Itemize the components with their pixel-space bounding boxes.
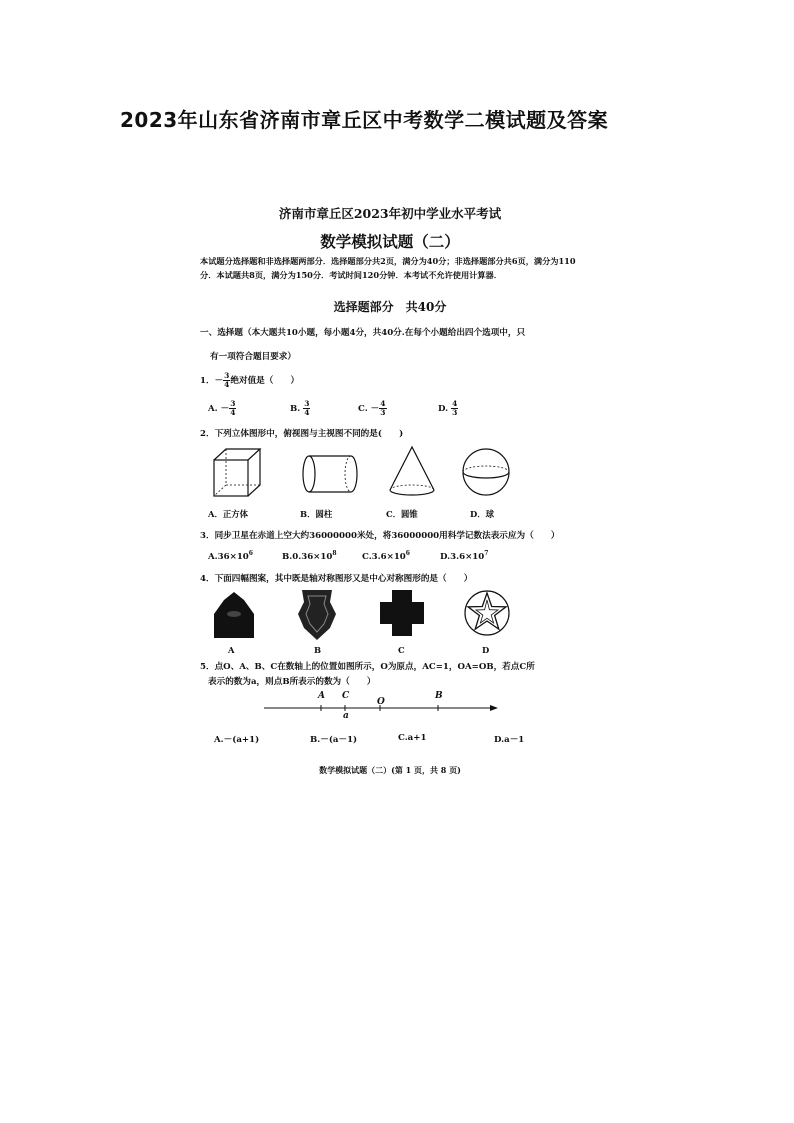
q3-option-d[interactable] — [440, 550, 488, 562]
q3-option-a-base: A.36×10 — [208, 551, 249, 562]
q1-option-b-label: B. — [290, 404, 304, 414]
q1-num: 3 — [224, 371, 230, 380]
axis-label-b: B — [435, 691, 443, 701]
q1-option-c-den: 3 — [380, 408, 386, 417]
q1-option-b-den: 4 — [304, 408, 310, 417]
q1-option-d-num: 4 — [452, 399, 458, 408]
q1-prefix: 1．－ — [200, 376, 224, 386]
pattern-c-figure — [378, 588, 426, 638]
q5-option-d[interactable]: D.a－1 — [494, 735, 525, 745]
pattern-d-star — [468, 593, 506, 629]
cylinder-figure — [300, 452, 360, 496]
pattern-a-detail — [227, 611, 241, 617]
q1-option-a-fraction — [229, 400, 236, 417]
question-2: 2．下列立体图形中，俯视图与主视图不同的是( ) — [200, 429, 404, 439]
pattern-c-shape — [380, 590, 424, 636]
pattern-d-circle — [465, 591, 509, 635]
q2-option-d[interactable]: D．球 — [470, 509, 495, 519]
pattern-d-figure — [462, 588, 512, 638]
exam-title: 数学模拟试题（二） — [320, 232, 460, 251]
q3-option-b[interactable] — [282, 550, 337, 562]
axis-value-a: a — [343, 711, 349, 721]
q2-option-b[interactable]: B．圆柱 — [300, 509, 333, 519]
q1-suffix: 绝对值是（ ） — [230, 376, 300, 386]
q3-option-d-base: D.3.6×10 — [440, 551, 485, 562]
cylinder-left-base — [303, 456, 315, 492]
q3-option-c[interactable] — [362, 550, 410, 562]
sphere-equator-back — [463, 466, 509, 472]
question-3: 3．同步卫星在赤道上空大约36000000米处，将36000000用科学记数法表示应为（ ） — [200, 531, 560, 541]
q1-option-a[interactable] — [208, 400, 236, 417]
cone-sides — [390, 447, 434, 490]
q5-option-a[interactable]: A.－(a+1) — [214, 735, 260, 745]
q1-option-c[interactable] — [358, 400, 387, 417]
q1-option-c-label: C. － — [358, 404, 380, 414]
pattern-a-figure — [210, 590, 258, 640]
axis-label-c: C — [342, 691, 350, 701]
q4-option-d[interactable]: D — [482, 645, 490, 655]
q1-option-d[interactable] — [438, 400, 458, 417]
axis-label-a: A — [318, 691, 325, 701]
q1-option-a-den: 4 — [230, 408, 236, 417]
cube-front-face — [214, 460, 248, 496]
q1-den: 4 — [224, 380, 230, 389]
section-title: 选择题部分 共40分 — [333, 300, 447, 314]
axis-label-o: O — [377, 697, 385, 707]
q4-option-a[interactable]: A — [228, 645, 235, 655]
cylinder-right-visible-arc — [351, 456, 357, 492]
question-5-line-2: 表示的数为a，则点B所表示的数为（ ） — [208, 677, 376, 687]
q1-option-b-num: 3 — [304, 399, 310, 408]
q3-option-a-exp: 6 — [248, 550, 253, 557]
number-line-arrow — [490, 705, 498, 711]
q1-option-d-fraction — [451, 400, 458, 417]
q1-option-d-label: D. — [438, 404, 452, 414]
q5-option-c[interactable]: C.a+1 — [398, 733, 427, 743]
question-5-line-1: 5．点O、A、B、C在数轴上的位置如图所示，O为原点，AC=1，OA=OB，若点C所 — [200, 662, 535, 672]
exam-intro: 本试题分选择题和非选择题两部分．选择题部分共2页，满分为40分；非选择题部分共6页，满分为110分．本试题共8页，满分为150分．考试时间120分钟．本考试不允许使用计算器． — [200, 256, 576, 280]
cube-figure — [210, 446, 262, 500]
cone-figure — [386, 444, 438, 500]
cylinder-right-hidden-arc — [345, 456, 351, 492]
q3-option-c-base: C.3.6×10 — [362, 551, 406, 562]
question-1 — [200, 372, 299, 389]
exam-page-scan — [190, 190, 610, 790]
q2-option-c[interactable]: C．圆锥 — [386, 509, 418, 519]
q1-option-a-label: A. － — [208, 404, 230, 414]
pattern-d-inner-star — [476, 600, 498, 623]
sphere-figure — [460, 446, 512, 498]
part-heading-line-2: 有一项符合题目要求） — [210, 352, 296, 362]
q1-option-b-fraction — [303, 400, 310, 417]
q1-option-a-num: 3 — [230, 399, 236, 408]
document-title: 2023年山东省济南市章丘区中考数学二模试题及答案 — [120, 108, 609, 132]
cube-top-face — [214, 449, 260, 460]
q1-option-c-num: 4 — [380, 399, 386, 408]
cube-right-face — [248, 449, 260, 496]
q2-option-a[interactable]: A．正方体 — [208, 509, 248, 519]
q3-option-c-exp: 6 — [405, 550, 410, 557]
q1-option-c-fraction — [379, 400, 386, 417]
q3-option-a[interactable] — [208, 550, 253, 562]
sphere-equator-front — [463, 472, 509, 478]
exam-header: 济南市章丘区2023年初中学业水平考试 — [278, 206, 502, 221]
q1-option-b[interactable] — [290, 400, 310, 417]
q3-option-b-exp: 8 — [332, 550, 337, 557]
cone-base-front — [390, 490, 434, 495]
question-4: 4．下面四幅图案，其中既是轴对称图形又是中心对称图形的是（ ） — [200, 574, 473, 584]
page-footer: 数学模拟试题（二）(第 1 页，共 8 页) — [319, 765, 461, 775]
q5-option-b[interactable]: B.－(a－1) — [310, 735, 358, 745]
q1-option-d-den: 3 — [452, 408, 458, 417]
pattern-b-figure — [296, 588, 338, 642]
part-heading-line-1: 一、选择题（本大题共10小题，每小题4分，共40分.在每个小题给出四个选项中，只 — [200, 328, 526, 338]
q3-option-b-base: B.0.36×10 — [282, 551, 333, 562]
q4-option-b[interactable]: B — [314, 645, 322, 655]
q3-option-d-exp: 7 — [484, 550, 489, 557]
q4-option-c[interactable]: C — [398, 645, 405, 655]
sphere-outline — [463, 449, 509, 495]
cone-base-back — [390, 485, 434, 490]
